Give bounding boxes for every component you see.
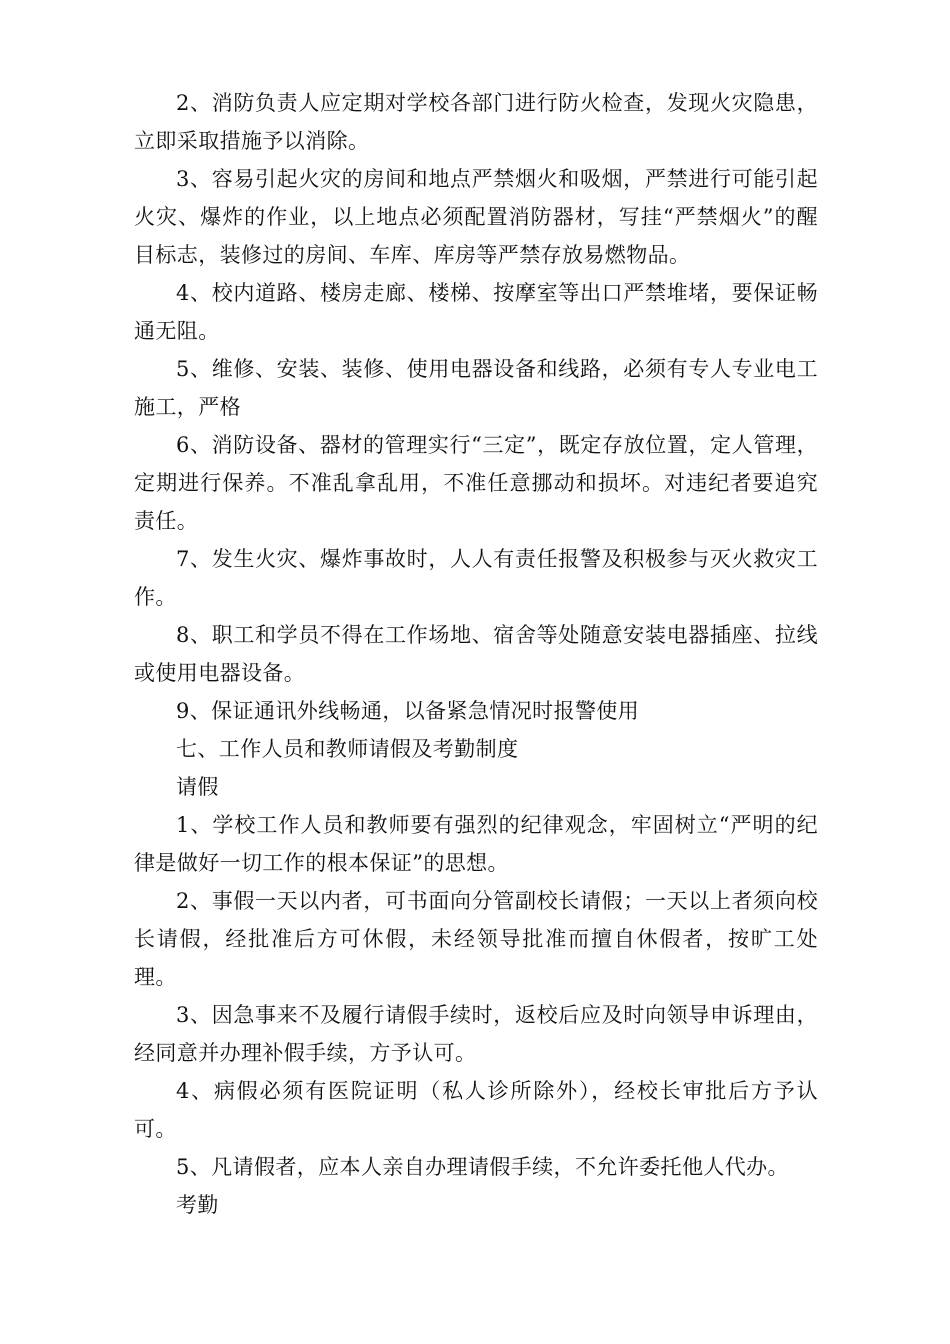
section-heading-leave-attendance: 七、工作人员和教师请假及考勤制度 — [176, 737, 519, 761]
paragraph-personal-leave: 2、事假一天以内者，可书面向分管副校长请假；一天以上者须向校长请假，经批准后方可休假，未经领导批准而擅自休假者，按旷工处理。 — [134, 889, 818, 989]
paragraph-fire-response: 7、发生火灾、爆炸事故时，人人有责任报警及积极参与灭火救灾工作。 — [134, 547, 818, 609]
paragraph-communication-lines: 9、保证通讯外线畅通，以备紧急情况时报警使用 — [176, 699, 640, 723]
paragraph-fire-inspection: 2、消防负责人应定期对学校各部门进行防火检查，发现火灾隐患，立即采取措施予以消除。 — [134, 91, 818, 153]
paragraph-electrical-work: 5、维修、安装、装修、使用电器设备和线路，必须有专人专业电工施工，严格 — [134, 357, 818, 419]
paragraph-no-smoking-areas: 3、容易引起火灾的房间和地点严禁烟火和吸烟，严禁进行可能引起火灾、爆炸的作业，以上地点必须配置消防器材，写挂“严禁烟火”的醒目标志，装修过的房间、车库、库房等严禁存放易燃物品。 — [134, 167, 818, 267]
paragraph-keep-exits-clear: 4、校内道路、楼房走廊、楼梯、按摩室等出口严禁堆堵，要保证畅通无阻。 — [134, 281, 818, 343]
subheading-leave: 请假 — [176, 775, 219, 799]
subheading-attendance: 考勤 — [176, 1193, 219, 1217]
paragraph-emergency-leave: 3、因急事来不及履行请假手续时，返校后应及时向领导申诉理由，经同意并办理补假手续，方予认可。 — [134, 1003, 818, 1065]
paragraph-leave-in-person: 5、凡请假者，应本人亲自办理请假手续，不允许委托他人代办。 — [176, 1155, 789, 1179]
paragraph-sick-leave: 4、病假必须有医院证明（私人诊所除外），经校长审批后方予认可。 — [134, 1079, 818, 1141]
document-body — [134, 84, 818, 1224]
paragraph-no-unauthorized-wiring: 8、职工和学员不得在工作场地、宿舍等处随意安装电器插座、拉线或使用电器设备。 — [134, 623, 818, 685]
paragraph-equipment-management: 6、消防设备、器材的管理实行“三定”，既定存放位置，定人管理，定期进行保养。不准乱拿乱用，不准任意挪动和损坏。对违纪者要追究责任。 — [134, 433, 818, 533]
paragraph-discipline: 1、学校工作人员和教师要有强烈的纪律观念，牢固树立“严明的纪律是做好一切工作的根本保证”的思想。 — [134, 813, 818, 875]
